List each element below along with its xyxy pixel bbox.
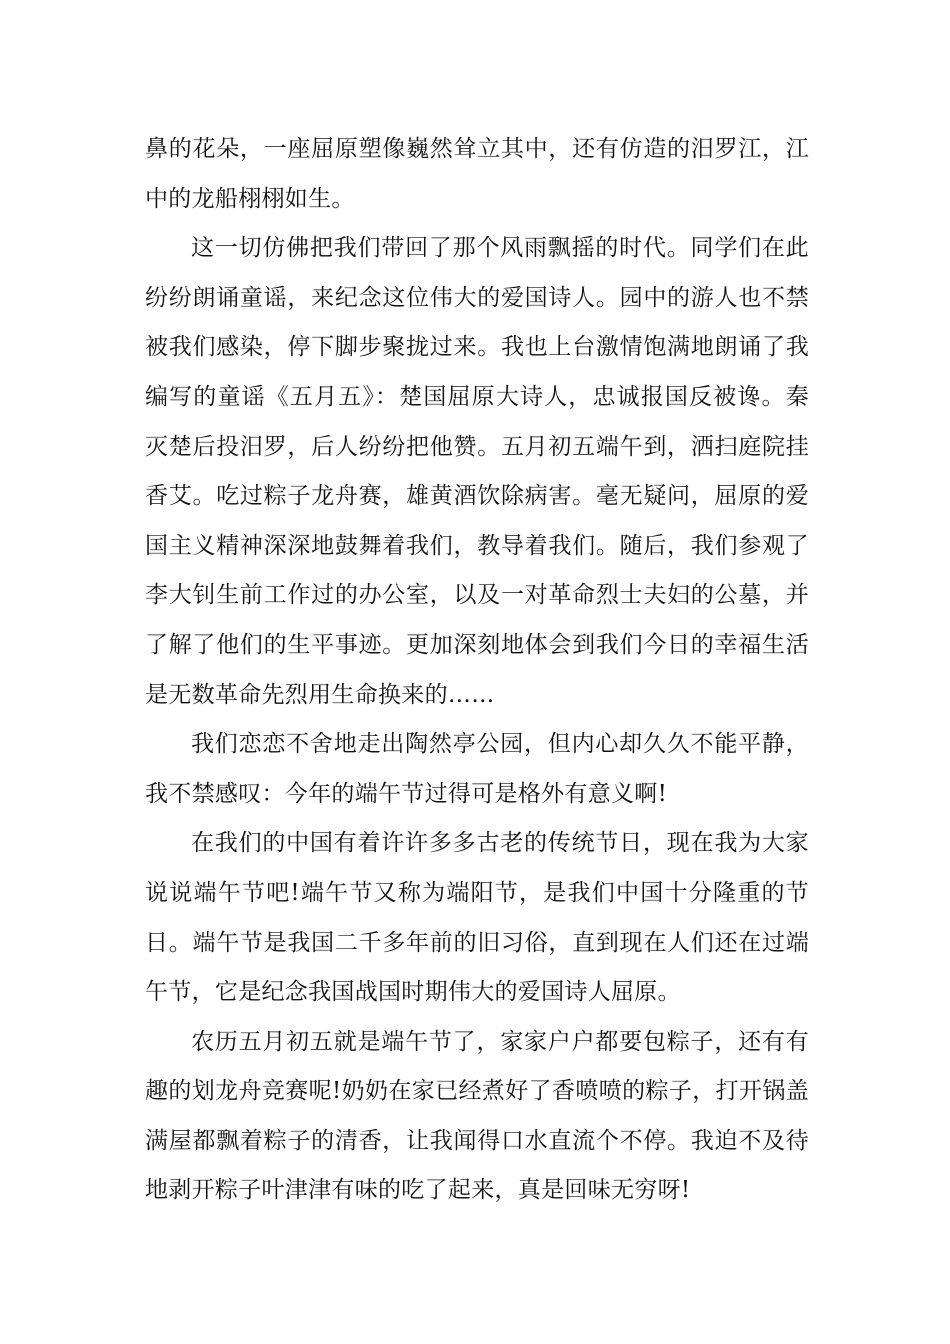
paragraph-poem-and-visit: 这一切仿佛把我们带回了那个风雨飘摇的时代。同学们在此纷纷朗诵童谣，来纪念这位伟大的爱国诗人。园中的游人也不禁被我们感染，停下脚步聚拢过来。我也上台激情饱满地朗诵了我编写的童谣《五月五》：楚国屈原大诗人，忠诚报国反被谗。秦灭楚后投汨罗，后人纷纷把他赞。五月初五端午到，洒扫庭院挂香艾。吃过粽子龙舟赛，雄黄酒饮除病害。毫无疑问，屈原的爱国主义精神深深地鼓舞着我们，教导着我们。随后，我们参观了李大钊生前工作过的办公室，以及一对革命烈士夫妇的公墓，并了解了他们的生平事迹。更加深刻地体会到我们今日的幸福生活是无数革命先烈用生命换来的……: [145, 235, 809, 708]
paragraph-continuation: 鼻的花朵，一座屈原塑像巍然耸立其中，还有仿造的汨罗江，江中的龙船栩栩如生。: [145, 136, 809, 212]
paragraph-zongzi: 农历五月初五就是端午节了，家家户户都要包粽子，还有有趣的划龙舟竞赛呢!奶奶在家已经煮好了香喷喷的粽子，打开锅盖满屋都飘着粽子的清香，让我闻得口水直流个不停。我迫不及待地剥开粽子叶津津有味的吃了起来，真是回味无穷呀!: [145, 1028, 809, 1204]
paragraph-leaving-park: 我们恋恋不舍地走出陶然亭公园，但内心却久久不能平静，我不禁感叹：今年的端午节过得可是格外有意义啊!: [145, 731, 809, 807]
document-page: [145, 125, 809, 1216]
paragraph-festival-intro: 在我们的中国有着许许多多古老的传统节日，现在我为大家说说端午节吧!端午节又称为端阳节，是我们中国十分隆重的节日。端午节是我国二千多年前的旧习俗，直到现在人们还在过端午节，它是纪念我国战国时期伟大的爱国诗人屈原。: [145, 830, 809, 1006]
